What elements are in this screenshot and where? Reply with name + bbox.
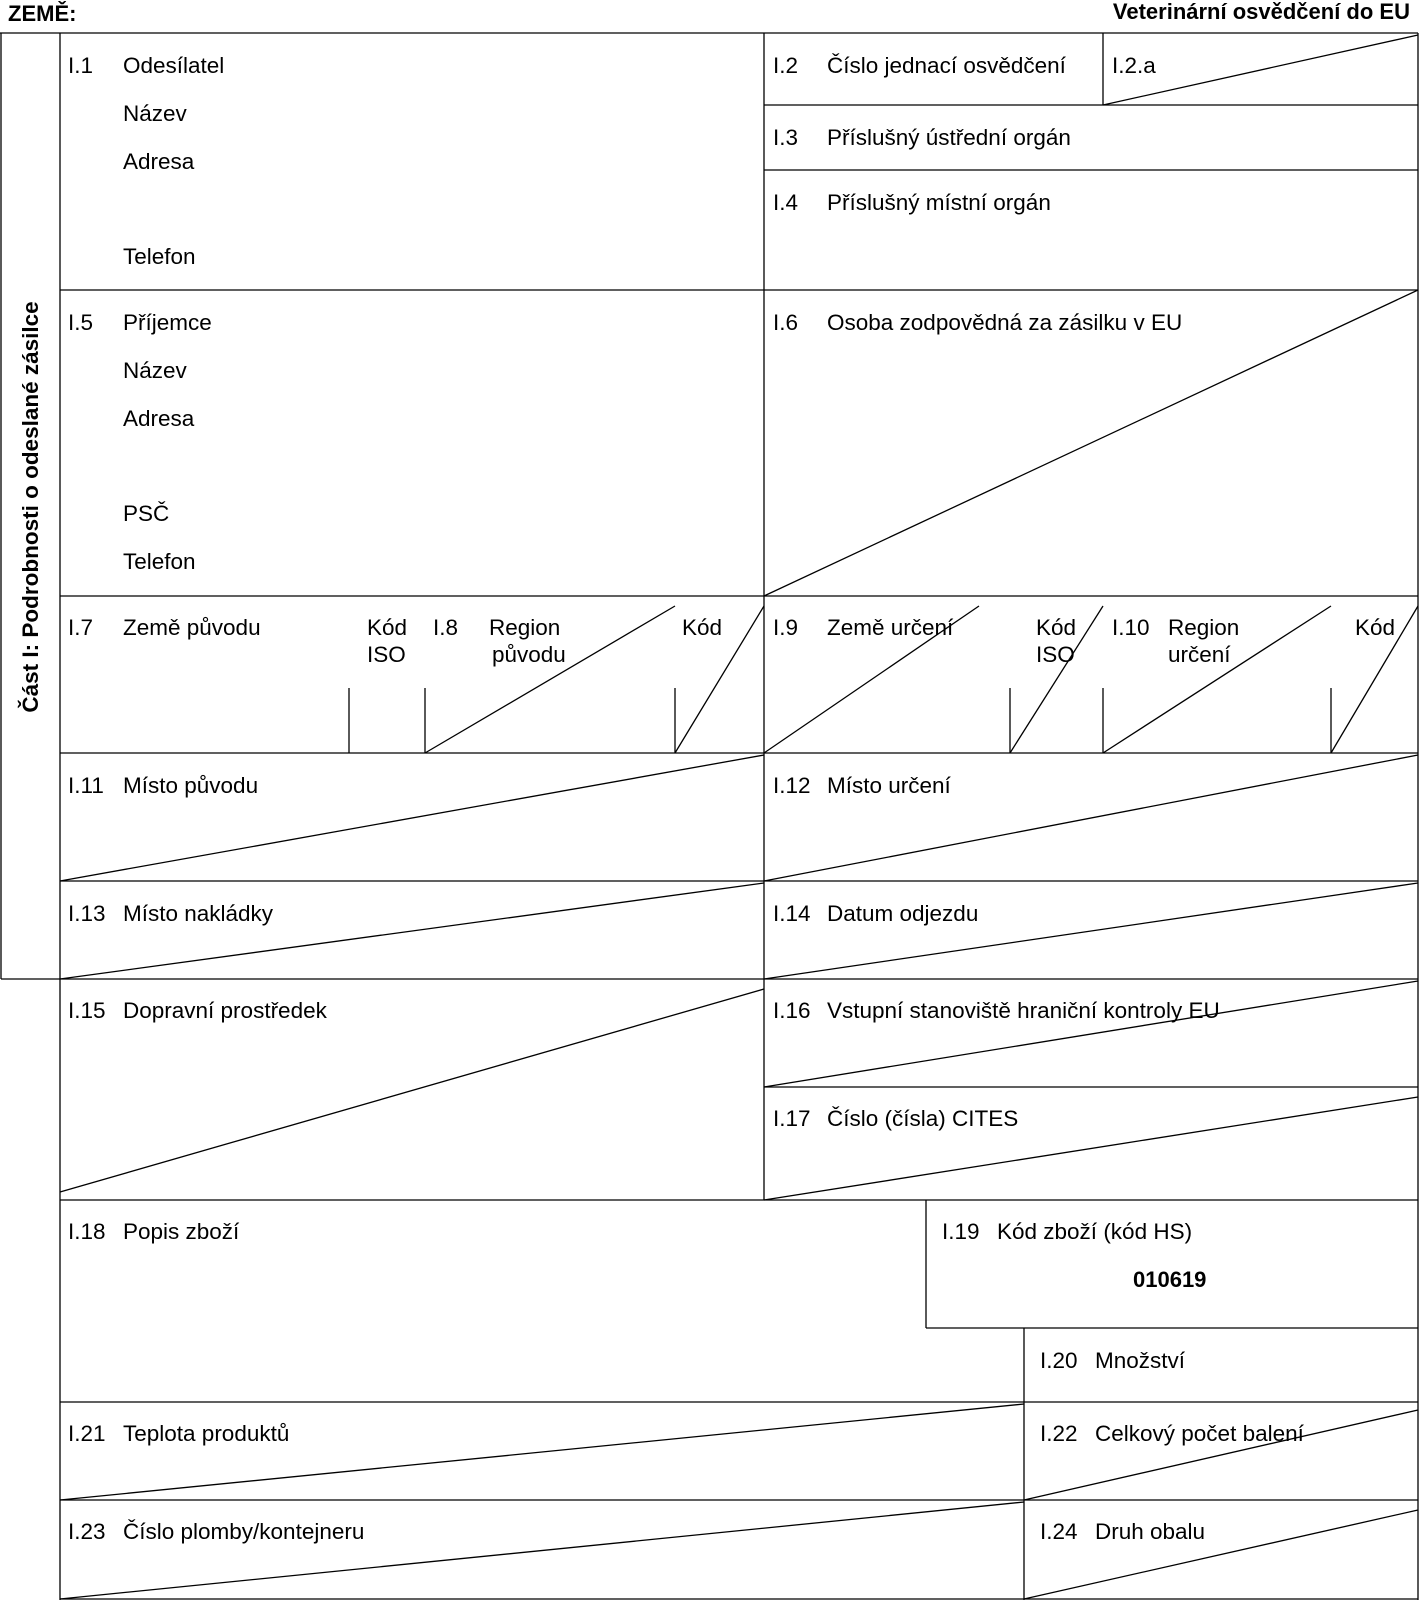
box-i5-name-label: Název <box>123 358 187 383</box>
box-i24-number: I.24 <box>1040 1519 1078 1544</box>
box-i5-postcode-label: PSČ <box>123 501 170 526</box>
box-i18-label: Popis zboží <box>123 1219 240 1244</box>
box-i24-label: Druh obalu <box>1095 1519 1206 1544</box>
box-i5-address-label: Adresa <box>123 406 195 431</box>
box-i5-number: I.5 <box>68 310 94 335</box>
box-i11-label: Místo původu <box>123 773 259 798</box>
box-i21-number: I.21 <box>68 1421 106 1446</box>
box-i15-number: I.15 <box>68 998 106 1023</box>
box-i1-number: I.1 <box>68 53 94 78</box>
box-i16-label: Vstupní stanoviště hraniční kontroly EU <box>827 998 1220 1023</box>
box-i6-label: Osoba zodpovědná za zásilku v EU <box>827 310 1183 335</box>
country-label: ZEMĚ: <box>8 1 77 26</box>
box-i3-number: I.3 <box>773 125 799 150</box>
box-i4-number: I.4 <box>773 190 799 215</box>
box-i9-iso-label: ISO <box>1036 642 1075 667</box>
box-i1-phone-label: Telefon <box>123 244 196 269</box>
box-i4-label: Příslušný místní orgán <box>827 190 1051 215</box>
document-title: Veterinární osvědčení do EU <box>1112 0 1410 24</box>
box-i10-number: I.10 <box>1112 615 1150 640</box>
box-i12-label: Místo určení <box>827 773 951 798</box>
box-i8-code-label: Kód <box>682 615 723 640</box>
box-i6-number: I.6 <box>773 310 799 335</box>
box-i1-name-label: Název <box>123 101 187 126</box>
box-i14-number: I.14 <box>773 901 811 926</box>
box-i20-label: Množství <box>1095 1348 1186 1373</box>
box-i17-number: I.17 <box>773 1106 811 1131</box>
box-i5-phone-label: Telefon <box>123 549 196 574</box>
box-i22-number: I.22 <box>1040 1421 1078 1446</box>
box-i14-label: Datum odjezdu <box>827 901 979 926</box>
box-i7-code-label: Kód <box>367 615 408 640</box>
box-i10-label: Region <box>1168 615 1240 640</box>
box-i18-number: I.18 <box>68 1219 106 1244</box>
box-i8-number: I.8 <box>433 615 459 640</box>
box-i16-number: I.16 <box>773 998 811 1023</box>
box-i13-number: I.13 <box>68 901 106 926</box>
box-i23-label: Číslo plomby/kontejneru <box>123 1519 365 1544</box>
box-i9-label: Země určení <box>827 615 954 640</box>
box-i9-code-label: Kód <box>1036 615 1077 640</box>
box-i21-label: Teplota produktů <box>123 1421 290 1446</box>
box-i10-label-line2: určení <box>1168 642 1231 667</box>
box-i19-label: Kód zboží (kód HS) <box>997 1219 1193 1244</box>
box-i2-number: I.2 <box>773 53 799 78</box>
box-i22-label: Celkový počet balení <box>1095 1421 1304 1446</box>
box-i2-label: Číslo jednací osvědčení <box>827 53 1066 78</box>
box-i8-label-line2: původu <box>492 642 566 667</box>
box-i15-label: Dopravní prostředek <box>123 998 327 1023</box>
box-i8-label: Region <box>489 615 561 640</box>
box-i9-number: I.9 <box>773 615 799 640</box>
box-i23-number: I.23 <box>68 1519 106 1544</box>
box-i10-code-label: Kód <box>1355 615 1396 640</box>
box-i3-label: Příslušný ústřední orgán <box>827 125 1071 150</box>
box-i11-number: I.11 <box>68 773 104 798</box>
box-i1-label: Odesílatel <box>123 53 225 78</box>
box-i13-label: Místo nakládky <box>123 901 274 926</box>
box-i7-label: Země původu <box>123 615 261 640</box>
box-i20-number: I.20 <box>1040 1348 1078 1373</box>
box-i7-number: I.7 <box>68 615 94 640</box>
box-i19-number: I.19 <box>942 1219 980 1244</box>
box-i17-label: Číslo (čísla) CITES <box>827 1106 1019 1131</box>
box-i12-number: I.12 <box>773 773 811 798</box>
box-i19-hs-code: 010619 <box>1133 1267 1207 1292</box>
box-i1-address-label: Adresa <box>123 149 195 174</box>
box-i2a-number: I.2.a <box>1112 53 1156 78</box>
box-i5-label: Příjemce <box>123 310 212 335</box>
part-one-side-label: Část I: Podrobnosti o odeslané zásilce <box>18 301 43 713</box>
box-i7-iso-label: ISO <box>367 642 406 667</box>
